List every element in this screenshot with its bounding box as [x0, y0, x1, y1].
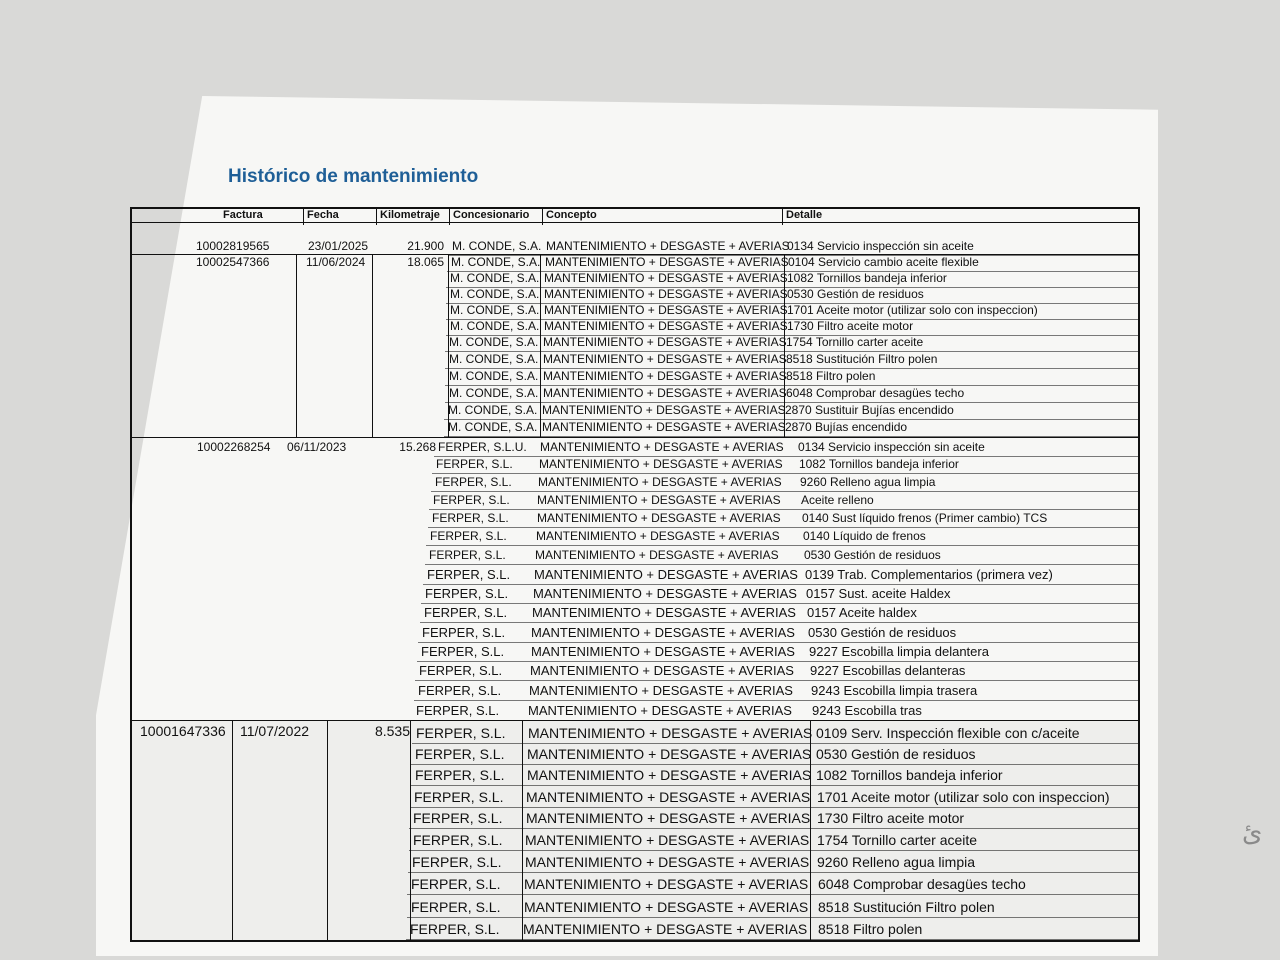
concept-cell: MANTENIMIENTO + DESGASTE + AVERIAS [527, 746, 812, 762]
dealer-cell: FERPER, S.L. [412, 854, 502, 870]
invoice-number: 10001647336 [140, 723, 226, 739]
concept-cell: MANTENIMIENTO + DESGASTE + AVERIAS [526, 810, 811, 826]
concept-cell: MANTENIMIENTO + DESGASTE + AVERIAS [536, 529, 780, 543]
row-divider [414, 700, 1140, 701]
detail-cell: 0140 Líquido de frenos [803, 529, 926, 543]
dealer-cell: M. CONDE, S.A. [452, 239, 542, 253]
detail-cell: 1701 Aceite motor (utilizar solo con inspeccion) [817, 789, 1110, 805]
dealer-cell: M. CONDE, S.A. [448, 420, 538, 434]
row-divider [409, 850, 1140, 851]
dealer-cell: FERPER, S.L. [418, 683, 502, 698]
invoice-number: 10002547366 [196, 255, 270, 269]
column-line [296, 254, 297, 437]
header-col-line [542, 207, 543, 225]
detail-cell: 8518 Filtro polen [786, 369, 876, 383]
concept-cell: MANTENIMIENTO + DESGASTE + AVERIAS [545, 255, 789, 269]
detail-cell: 1754 Tornillo carter aceite [786, 335, 924, 349]
concept-cell: MANTENIMIENTO + DESGASTE + AVERIAS [524, 876, 809, 892]
column-line [540, 254, 541, 437]
concept-cell: MANTENIMIENTO + DESGASTE + AVERIAS [535, 548, 779, 562]
row-divider [412, 743, 1140, 744]
row-divider [411, 764, 1140, 765]
dealer-cell: FERPER, S.L. [411, 899, 501, 915]
header-kilometraje: Kilometraje [380, 209, 440, 221]
dealer-cell: FERPER, S.L. [425, 586, 509, 601]
concept-cell: MANTENIMIENTO + DESGASTE + AVERIAS [543, 335, 787, 349]
header-concesionario: Concesionario [453, 209, 530, 221]
dealer-cell: FERPER, S.L. [411, 876, 501, 892]
detail-cell: 1754 Tornillo carter aceite [817, 832, 978, 848]
invoice-date: 06/11/2023 [287, 440, 347, 454]
concept-cell: MANTENIMIENTO + DESGASTE + AVERIAS [540, 440, 784, 454]
concept-cell: MANTENIMIENTO + DESGASTE + AVERIAS [528, 703, 792, 718]
dealer-cell: FERPER, S.L. [415, 767, 505, 783]
detail-cell: 8518 Filtro polen [818, 921, 923, 937]
concept-cell: MANTENIMIENTO + DESGASTE + AVERIAS [544, 303, 788, 317]
dealer-cell: M. CONDE, S.A. [450, 271, 540, 285]
detail-cell: 1082 Tornillos bandeja inferior [816, 767, 1003, 783]
concept-cell: MANTENIMIENTO + DESGASTE + AVERIAS [526, 789, 811, 805]
dealer-cell: M. CONDE, S.A. [450, 287, 540, 301]
dealer-cell: FERPER, S.L. [421, 644, 505, 659]
header-col-line [449, 207, 450, 225]
detail-cell: 2870 Sustituir Bujías encendido [785, 403, 954, 417]
concept-cell: MANTENIMIENTO + DESGASTE + AVERIAS [531, 625, 795, 640]
header-col-line [782, 207, 783, 225]
dealer-cell: M. CONDE, S.A. [449, 335, 539, 349]
concept-cell: MANTENIMIENTO + DESGASTE + AVERIAS [538, 475, 782, 489]
detail-cell: 0530 Gestión de residuos [804, 548, 941, 562]
row-divider [407, 917, 1140, 918]
invoice-number: 10002268254 [197, 440, 271, 454]
column-line [327, 720, 328, 942]
detail-cell: 9243 Escobilla tras [812, 703, 922, 718]
detail-cell: 0140 Sust líquido frenos (Primer cambio) TCS [802, 511, 1048, 525]
dealer-cell: FERPER, S.L. [422, 625, 506, 640]
dealer-cell: FERPER, S.L. [415, 746, 505, 762]
concept-cell: MANTENIMIENTO + DESGASTE + AVERIAS [527, 767, 812, 783]
concept-cell: MANTENIMIENTO + DESGASTE + AVERIAS [543, 386, 787, 400]
detail-cell: 8518 Sustitución Filtro polen [786, 352, 938, 366]
dealer-cell: M. CONDE, S.A. [451, 255, 541, 269]
concept-cell: MANTENIMIENTO + DESGASTE + AVERIAS [544, 319, 788, 333]
invoice-km: 18.065 [407, 255, 444, 269]
dealer-cell: FERPER, S.L. [433, 493, 510, 507]
detail-cell: 0157 Sust. aceite Haldex [806, 586, 951, 601]
concept-cell: MANTENIMIENTO + DESGASTE + AVERIAS [523, 921, 808, 937]
concept-cell: MANTENIMIENTO + DESGASTE + AVERIAS [528, 725, 813, 741]
dealer-cell: M. CONDE, S.A. [450, 303, 540, 317]
row-divider [421, 603, 1140, 604]
row-divider [420, 622, 1140, 623]
row-divider [407, 894, 1140, 895]
header-divider [130, 222, 1140, 223]
detail-cell: 6048 Comprobar desagües techo [818, 876, 1026, 892]
row-divider [408, 872, 1140, 873]
detail-cell: 0530 Gestión de residuos [816, 746, 976, 762]
invoice-number: 10002819565 [196, 239, 270, 253]
row-divider [428, 527, 1140, 528]
concept-cell: MANTENIMIENTO + DESGASTE + AVERIAS [544, 287, 788, 301]
header-fecha: Fecha [307, 209, 339, 221]
concept-cell: MANTENIMIENTO + DESGASTE + AVERIAS [534, 567, 798, 582]
row-divider [412, 720, 1140, 721]
header-col-line [376, 207, 377, 225]
row-divider [429, 509, 1140, 510]
dealer-cell: M. CONDE, S.A. [449, 369, 539, 383]
dealer-cell: FERPER, S.L. [430, 529, 507, 543]
header-col-line [303, 207, 304, 225]
detail-cell: 1701 Aceite motor (utilizar solo con inspeccion) [787, 303, 1038, 317]
detail-cell: 9227 Escobillas delanteras [810, 663, 966, 678]
concept-cell: MANTENIMIENTO + DESGASTE + AVERIAS [533, 586, 797, 601]
dealer-cell: FERPER, S.L. [424, 605, 508, 620]
invoice-date: 11/06/2024 [306, 255, 366, 269]
row-divider [409, 828, 1140, 829]
dealer-cell: FERPER, S.L. [419, 663, 503, 678]
detail-cell: 2870 Bujías encendido [785, 420, 908, 434]
row-divider [426, 545, 1140, 546]
row-divider [417, 661, 1140, 662]
invoice-date: 23/01/2025 [308, 239, 369, 253]
row-divider [425, 564, 1140, 565]
invoice-km: 21.900 [407, 239, 444, 253]
detail-cell: 9227 Escobilla limpia delantera [809, 644, 989, 659]
dealer-cell: FERPER, S.L.U. [438, 440, 527, 454]
dealer-cell: FERPER, S.L. [416, 725, 506, 741]
row-divider [418, 642, 1140, 643]
column-line [372, 254, 373, 437]
row-divider [423, 584, 1140, 585]
detail-cell: 0104 Servicio cambio aceite flexible [788, 255, 979, 269]
row-divider [406, 939, 1140, 940]
detail-cell: 0134 Servicio inspección sin aceite [787, 239, 974, 253]
dealer-cell: M. CONDE, S.A. [449, 386, 539, 400]
concept-cell: MANTENIMIENTO + DESGASTE + AVERIAS [543, 369, 787, 383]
concept-cell: MANTENIMIENTO + DESGASTE + AVERIAS [542, 420, 786, 434]
concept-cell: MANTENIMIENTO + DESGASTE + AVERIAS [537, 493, 781, 507]
detail-cell: 1730 Filtro aceite motor [817, 810, 965, 826]
concept-cell: MANTENIMIENTO + DESGASTE + AVERIAS [529, 683, 793, 698]
detail-cell: 0157 Aceite haldex [807, 605, 917, 620]
detail-cell: 9260 Relleno agua limpia [800, 475, 936, 489]
row-divider [410, 807, 1140, 808]
row-divider [432, 473, 1140, 474]
detail-cell: 1730 Filtro aceite motor [787, 319, 914, 333]
detail-cell: 0139 Trab. Complementarios (primera vez) [805, 567, 1053, 582]
concept-cell: MANTENIMIENTO + DESGASTE + AVERIAS [525, 832, 810, 848]
detail-cell: 1082 Tornillos bandeja inferior [799, 457, 959, 471]
detail-cell: Aceite relleno [801, 493, 874, 507]
dealer-cell: FERPER, S.L. [429, 548, 506, 562]
header-detalle: Detalle [786, 209, 823, 221]
concept-cell: MANTENIMIENTO + DESGASTE + AVERIAS [532, 605, 796, 620]
concept-cell: MANTENIMIENTO + DESGASTE + AVERIAS [543, 352, 787, 366]
concept-cell: MANTENIMIENTO + DESGASTE + AVERIAS [544, 271, 788, 285]
dealer-cell: FERPER, S.L. [413, 810, 503, 826]
detail-cell: 1082 Tornillos bandeja inferior [787, 271, 947, 285]
detail-cell: 0530 Gestión de residuos [808, 625, 957, 640]
dealer-cell: M. CONDE, S.A. [448, 403, 538, 417]
invoice-km: 15.268 [399, 440, 436, 454]
concept-cell: MANTENIMIENTO + DESGASTE + AVERIAS [542, 403, 786, 417]
concept-cell: MANTENIMIENTO + DESGASTE + AVERIAS [539, 457, 783, 471]
concept-cell: MANTENIMIENTO + DESGASTE + AVERIAS [530, 663, 794, 678]
concept-cell: MANTENIMIENTO + DESGASTE + AVERIAS [525, 854, 810, 870]
detail-cell: 0109 Serv. Inspección flexible con c/aceite [816, 725, 1080, 741]
invoice-km: 8.535 [374, 723, 410, 739]
row-divider [431, 491, 1140, 492]
column-line [232, 720, 233, 942]
dealer-cell: FERPER, S.L. [436, 457, 513, 471]
dealer-cell: M. CONDE, S.A. [450, 319, 540, 333]
column-line [522, 720, 523, 942]
detail-cell: 9243 Escobilla limpia trasera [811, 683, 978, 698]
detail-cell: 0134 Servicio inspección sin aceite [798, 440, 985, 454]
dealer-cell: FERPER, S.L. [435, 475, 512, 489]
concept-cell: MANTENIMIENTO + DESGASTE + AVERIAS [524, 899, 809, 915]
concept-cell: MANTENIMIENTO + DESGASTE + AVERIAS [531, 644, 795, 659]
row-divider [411, 785, 1140, 786]
header-concepto: Concepto [546, 209, 597, 221]
dealer-cell: M. CONDE, S.A. [449, 352, 539, 366]
detail-cell: 8518 Sustitución Filtro polen [818, 899, 995, 915]
dealer-cell: FERPER, S.L. [416, 703, 500, 718]
concept-cell: MANTENIMIENTO + DESGASTE + AVERIAS [546, 239, 790, 253]
dealer-cell: FERPER, S.L. [410, 921, 500, 937]
group-divider [130, 437, 1140, 438]
detail-cell: 0530 Gestión de residuos [787, 287, 924, 301]
dealer-cell: FERPER, S.L. [414, 789, 504, 805]
pen-mark: ئ [1242, 818, 1263, 848]
detail-cell: 9260 Relleno agua limpia [817, 854, 975, 870]
dealer-cell: FERPER, S.L. [427, 567, 511, 582]
detail-cell: 6048 Comprobar desagües techo [786, 386, 965, 400]
page-title: Histórico de mantenimiento [228, 166, 479, 187]
concept-cell: MANTENIMIENTO + DESGASTE + AVERIAS [537, 511, 781, 525]
dealer-cell: FERPER, S.L. [432, 511, 509, 525]
row-divider [415, 680, 1140, 681]
invoice-date: 11/07/2022 [240, 723, 310, 739]
header-factura: Factura [223, 209, 263, 221]
row-divider [444, 436, 1140, 437]
dealer-cell: FERPER, S.L. [413, 832, 503, 848]
